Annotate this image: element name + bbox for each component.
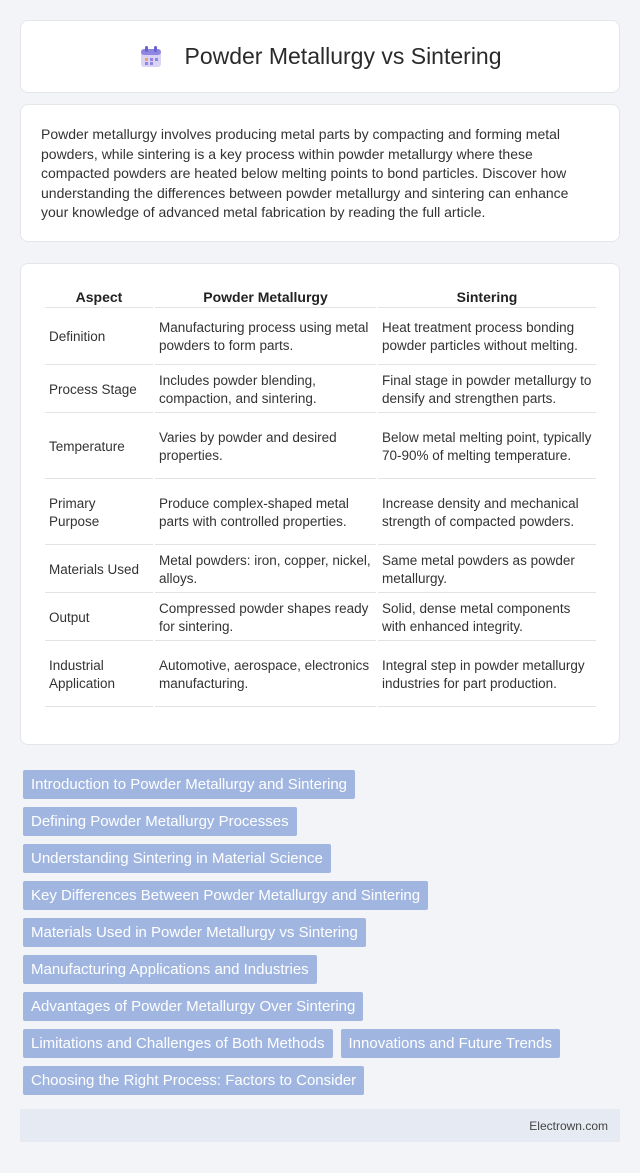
table-row [45,367,596,413]
topic-link-key-differences[interactable]: Key Differences Between Powder Metallurgy and Sintering [23,881,428,910]
table-row [45,547,596,593]
cell-sintering: Final stage in powder metallurgy to densify and strengthen parts. [378,367,596,413]
topic-link-materials-used[interactable]: Materials Used in Powder Metallurgy vs Sintering [23,918,366,947]
cell-powder-metallurgy: Includes powder blending, compaction, and sintering. [155,367,376,413]
page-title: Powder Metallurgy vs Sintering [184,43,502,69]
topic-link-understanding-sintering[interactable]: Understanding Sintering in Material Science [23,844,331,873]
footer-brand[interactable]: Electrown.com [529,1118,608,1133]
cell-sintering: Increase density and mechanical strength of compacted powders. [378,481,596,545]
cell-powder-metallurgy: Metal powders: iron, copper, nickel, alloys. [155,547,376,593]
table-row [45,415,596,479]
table-row [45,643,596,707]
cell-powder-metallurgy: Compressed powder shapes ready for sintering. [155,595,376,641]
cell-aspect: Process Stage [45,367,153,413]
topic-link-defining-processes[interactable]: Defining Powder Metallurgy Processes [23,807,297,836]
topic-link-innovations[interactable]: Innovations and Future Trends [341,1029,560,1058]
cell-sintering: Integral step in powder metallurgy industries for part production. [378,643,596,707]
topic-link-applications[interactable]: Manufacturing Applications and Industries [23,955,317,984]
cell-powder-metallurgy: Produce complex-shaped metal parts with controlled properties. [155,481,376,545]
cell-aspect: Industrial Application [45,643,153,707]
table-header-row [45,286,596,308]
header-aspect: Aspect [45,286,153,308]
cell-aspect: Primary Purpose [45,481,153,545]
header-sintering: Sintering [378,286,596,308]
header-powder-metallurgy: Powder Metallurgy [155,286,376,308]
topic-link-limitations[interactable]: Limitations and Challenges of Both Methods [23,1029,333,1058]
topic-links [23,770,613,1103]
table-row [45,481,596,545]
intro-text: Powder metallurgy involves producing metal parts by compacting and forming metal powders, while sintering is a key process within powder metallurgy where these compacted powders are heated below melting points to bond particles. Discover how understanding the differences between powder metallurgy and sintering can enhance your knowledge of advanced metal fabrication by reading the full article. [41,126,569,220]
cell-aspect: Definition [45,310,153,365]
table-row [45,310,596,365]
cell-aspect: Materials Used [45,547,153,593]
topic-link-introduction[interactable]: Introduction to Powder Metallurgy and Sintering [23,770,355,799]
header-card [20,20,620,93]
comparison-card [20,263,620,745]
cell-powder-metallurgy: Manufacturing process using metal powders to form parts. [155,310,376,365]
cell-aspect: Output [45,595,153,641]
topic-link-choosing-process[interactable]: Choosing the Right Process: Factors to Consider [23,1066,364,1095]
cell-sintering: Solid, dense metal components with enhanced integrity. [378,595,596,641]
footer [20,1109,620,1142]
table-row [45,595,596,641]
cell-powder-metallurgy: Varies by powder and desired properties. [155,415,376,479]
cell-aspect: Temperature [45,415,153,479]
cell-sintering: Below metal melting point, typically 70-90% of melting temperature. [378,415,596,479]
cell-sintering: Same metal powders as powder metallurgy. [378,547,596,593]
comparison-table [43,284,598,709]
calendar-icon [138,44,164,70]
cell-sintering: Heat treatment process bonding powder particles without melting. [378,310,596,365]
topic-link-advantages[interactable]: Advantages of Powder Metallurgy Over Sintering [23,992,363,1021]
cell-powder-metallurgy: Automotive, aerospace, electronics manufacturing. [155,643,376,707]
intro-card [20,104,620,242]
